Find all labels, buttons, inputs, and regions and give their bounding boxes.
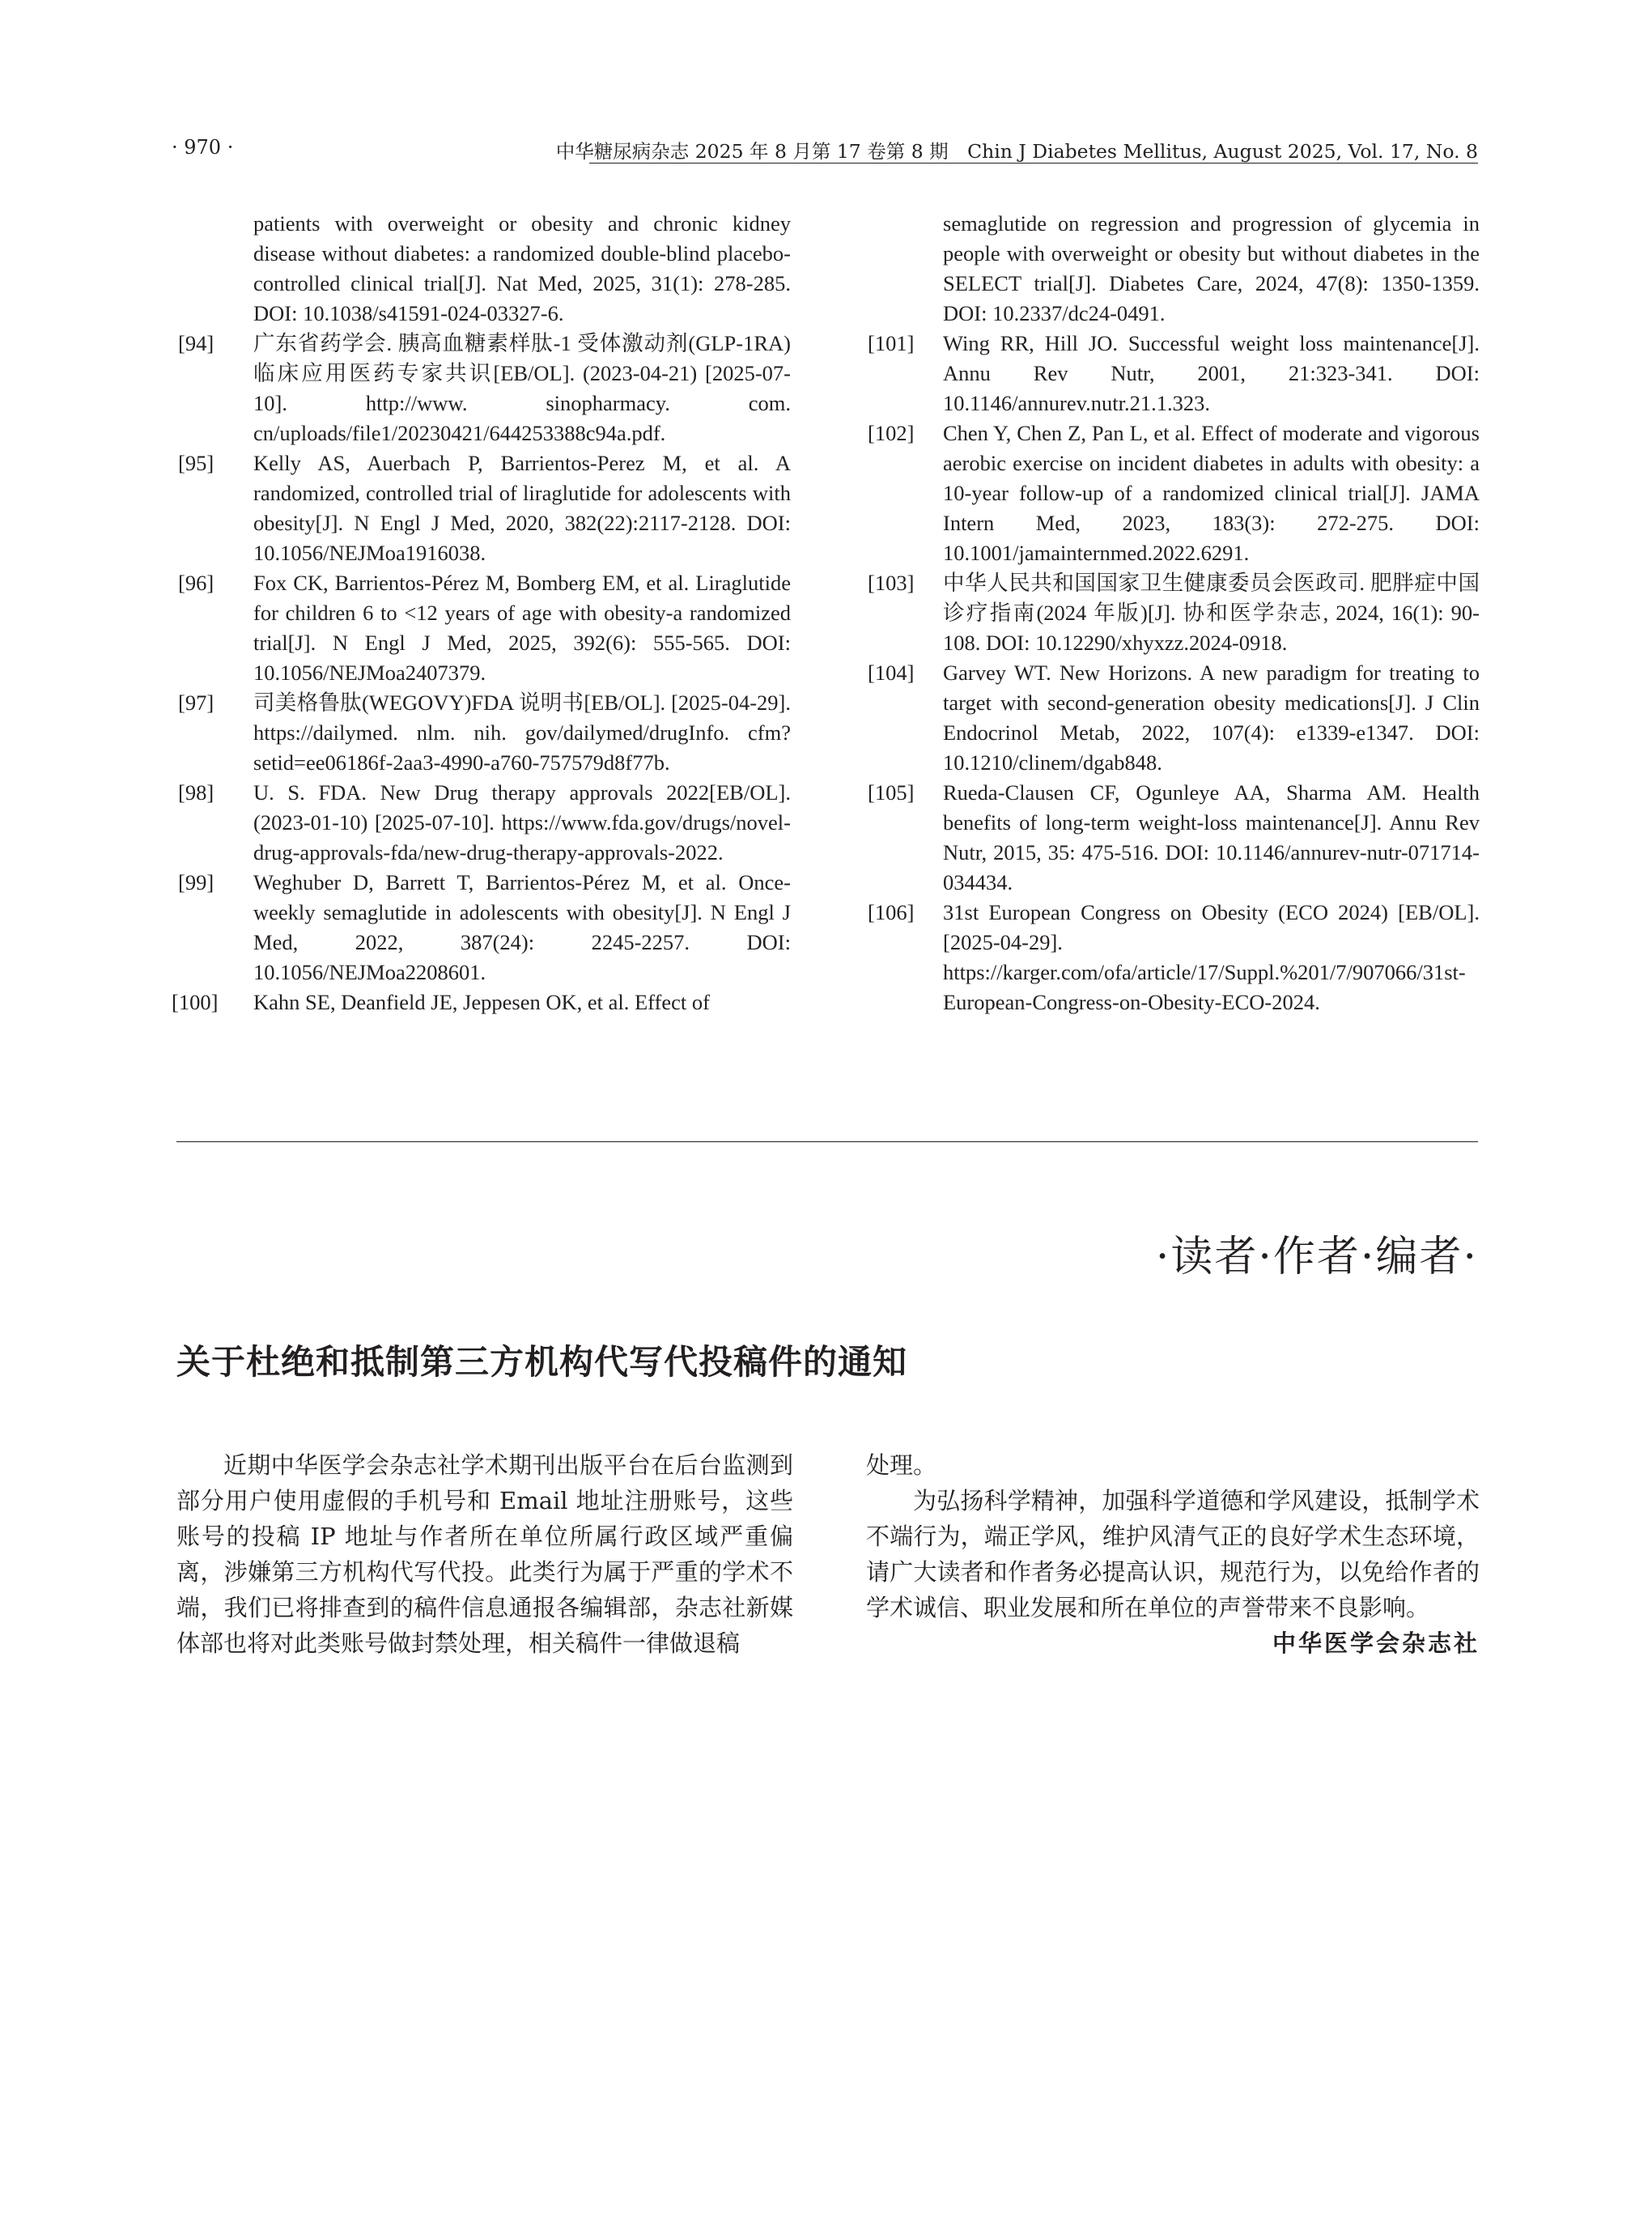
reference-text: Rueda-Clausen CF, Ogunleye AA, Sharma AM. Health benefits of long-term weight-loss maintenance[J]. Annu Rev Nutr, 2015, 35: 475-516. DOI: 10.1146/annurev-nutr-071714-034434. [943,780,1480,894]
reference-text: 31st European Congress on Obesity (ECO 2024) [EB/OL]. [2025-04-29]. https://karger.com/ofa/article/17/Suppl.%201/7/907066/31st-European-Congress-on-Obesity-ECO-2024. [943,900,1480,1014]
reference-entry [856,778,1480,898]
reference-text: semaglutide on regression and progression of glycemia in people with overweight or obesity but without diabetes in the SELECT trial[J]. Diabetes Care, 2024, 47(8): 1350-1359. DOI: 10.2337/dc24-0491. [943,211,1480,325]
reference-number: [101] [868,331,915,355]
page-number: · 970 · [172,136,234,159]
reference-number: [98] [178,780,214,805]
reference-text: Garvey WT. New Horizons. A new paradigm for treating to target with second-generation obesity medications[J]. J Clin Endocrinol Metab, 2022, 107(4): e1339-e1347. DOI: 10.1210/clinem/dgab848. [943,661,1480,775]
reference-number: [103] [868,571,915,595]
notice-paragraph-1-end: 处理。 [866,1451,937,1479]
reference-number: [105] [868,780,915,805]
reference-text: Fox CK, Barrientos-Pérez M, Bomberg EM, et al. Liraglutide for children 6 to <12 years of age with obesity-a randomized trial[J]. N Engl J Med, 2025, 392(6): 555-565. DOI: 10.1056/NEJMoa2407379. [253,571,791,685]
reference-text: 广东省药学会. 胰高血糖素样肽-1 受体激动剂(GLP-1RA)临床应用医药专家共识[EB/OL]. (2023-04-21) [2025-07-10]. http://www. sinopharmacy. com. cn/uploads/file1/20230421/644253388c94a.pdf. [253,331,791,445]
reference-entry [172,988,791,1017]
reference-text: Weghuber D, Barrett T, Barrientos-Pérez M, et al. Once-weekly semaglutide in adolescents with obesity[J]. N Engl J Med, 2022, 387(24): 2245-2257. DOI: 10.1056/NEJMoa2208601. [253,870,791,984]
reference-number: [99] [178,870,214,894]
reference-entry [856,418,1480,568]
notice-body-left [176,1447,793,1661]
reference-text: Kahn SE, Deanfield JE, Jeppesen OK, et al. Effect of [253,990,710,1014]
reference-entry [856,658,1480,778]
reference-text: Wing RR, Hill JO. Successful weight loss maintenance[J]. Annu Rev Nutr, 2001, 21:323-341. DOI: 10.1146/annurev.nutr.21.1.323. [943,331,1480,415]
reference-number: [104] [868,661,915,685]
reference-entry [172,448,791,568]
reference-number: [96] [178,571,214,595]
reference-entry [856,898,1480,1017]
notice-body-right [866,1447,1480,1661]
reference-entry [172,688,791,778]
reference-number: [94] [178,331,214,355]
notice-title: 关于杜绝和抵制第三方机构代写代投稿件的通知 [176,1342,908,1382]
reference-text: patients with overweight or obesity and chronic kidney disease without diabetes: a randomized double-blind placebo-controlled clinical trial[J]. Nat Med, 2025, 31(1): 278-285. DOI: 10.1038/s41591-024-03327-6. [253,211,791,325]
reference-entry [856,568,1480,658]
reference-text: 司美格鲁肽(WEGOVY)FDA 说明书[EB/OL]. [2025-04-29]. https://dailymed. nlm. nih. gov/dailymed/drugInfo. cfm?setid=ee06186f-2aa3-4990-a760-757579d8f77b. [253,690,791,775]
reference-entry [172,868,791,988]
reference-entry [172,568,791,688]
notice-paragraph-2: 为弘扬科学精神，加强科学道德和学风建设，抵制学术不端行为，端正学风，维护风清气正的良好学术生态环境，请广大读者和作者务必提高认识，规范行为，以免给作者的学术诚信、职业发展和所在单位的声誉带来不良影响。 [866,1487,1480,1621]
reference-text: 中华人民共和国国家卫生健康委员会医政司. 肥胖症中国诊疗指南(2024 年版)[J]. 协和医学杂志, 2024, 16(1): 90-108. DOI: 10.12290/xhyxzz.2024-0918. [943,571,1480,655]
references-left-column [172,209,791,1017]
reference-text: U. S. FDA. New Drug therapy approvals 2022[EB/OL]. (2023-01-10) [2025-07-10]. https://www.fda.gov/drugs/novel-drug-approvals-fda/new-drug-therapy-approvals-2022. [253,780,791,864]
reference-number: [102] [868,421,915,445]
notice-paragraph-1: 近期中华医学会杂志社学术期刊出版平台在后台监测到部分用户使用虚假的手机号和 Email 地址注册账号，这些账号的投稿 IP 地址与作者所在单位所属行政区域严重偏离，涉嫌第三方机构代写代投。此类行为属于严重的学术不端，我们已将排查到的稿件信息通报各编辑部，杂志社新媒体部也将对此类账号做封禁处理，相关稿件一律做退稿 [176,1451,793,1657]
reference-entry [856,209,1480,329]
reference-number: [97] [178,690,214,715]
reference-number: [100] [172,990,219,1014]
header-rule [589,163,1478,164]
notice-signature: 中华医学会杂志社 [1272,1629,1480,1657]
reference-number: [106] [868,900,915,924]
reference-entry [856,329,1480,418]
reference-text: Chen Y, Chen Z, Pan L, et al. Effect of moderate and vigorous aerobic exercise on incident diabetes in adults with obesity: a 10-year follow-up of a randomized clinical trial[J]. JAMA Intern Med, 2023, 183(3): 272-275. DOI: 10.1001/jamainternmed.2022.6291. [943,421,1480,565]
reference-entry [172,209,791,329]
section-divider [176,1141,1478,1142]
reference-entry [172,778,791,868]
journal-header: 中华糖尿病杂志 2025 年 8 月第 17 卷第 8 期 Chin J Diabetes Mellitus, August 2025, Vol. 17, No. 8 [555,140,1478,163]
reference-text: Kelly AS, Auerbach P, Barrientos-Perez M, et al. A randomized, controlled trial of liraglutide for adolescents with obesity[J]. N Engl J Med, 2020, 382(22):2117-2128. DOI: 10.1056/NEJMoa1916038. [253,451,791,565]
reference-entry [172,329,791,448]
reference-number: [95] [178,451,214,475]
section-label: ·读者·作者·编者· [1155,1233,1478,1281]
references-right-column [856,209,1480,1017]
